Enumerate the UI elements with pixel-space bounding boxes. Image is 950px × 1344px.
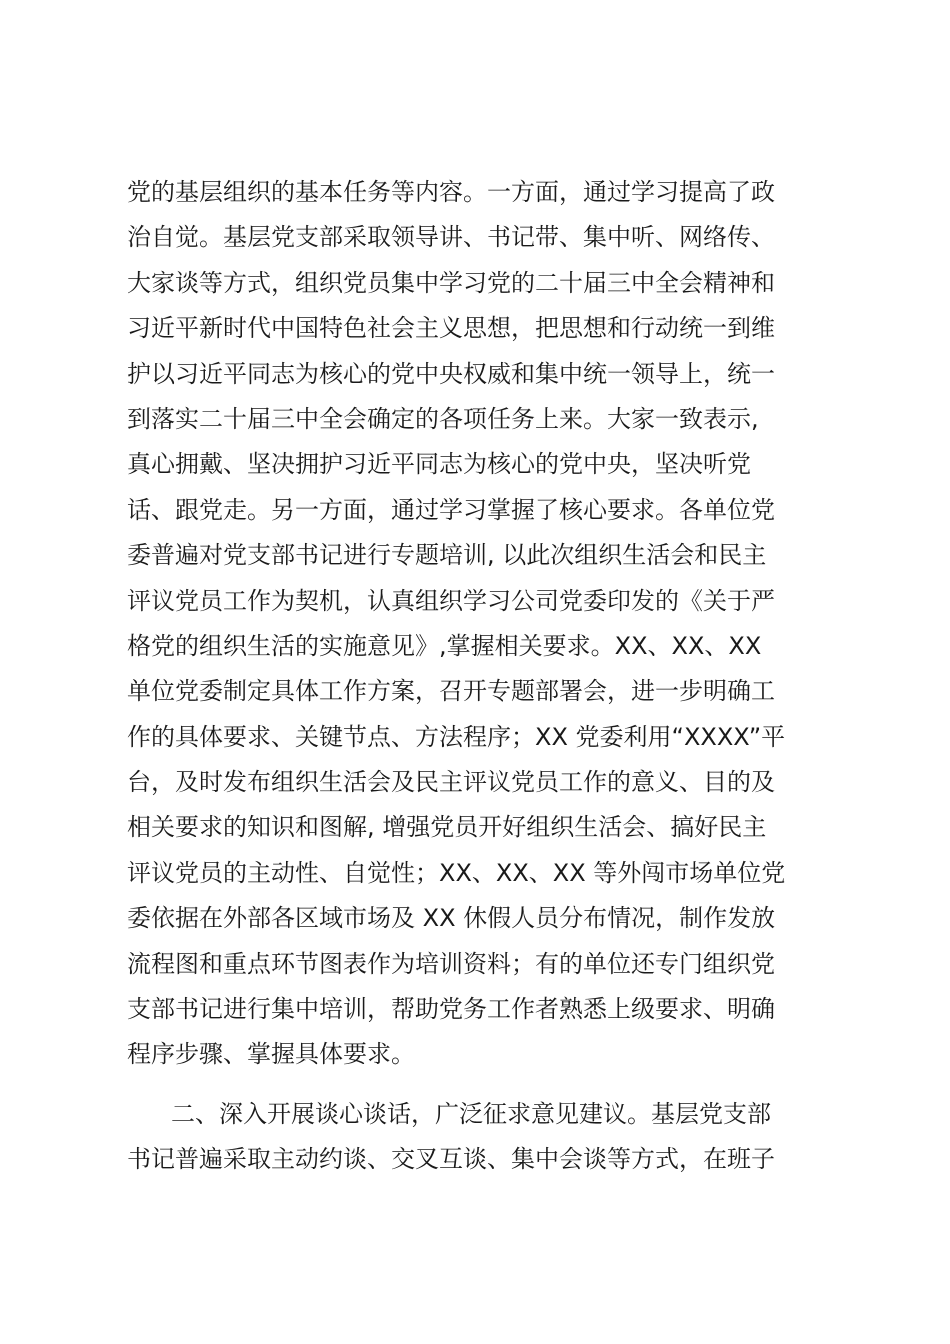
paragraph-line: 委依据在外部各区域市场及 XX 休假人员分布情况，制作发放 — [127, 904, 776, 933]
paragraph-line: 格党的组织生活的实施意见》,掌握相关要求。XX、XX、XX — [127, 631, 762, 660]
paragraph-line: 台，及时发布组织生活会及民主评议党员工作的意义、目的及 — [127, 768, 775, 797]
paragraph-line: 单位党委制定具体工作方案，召开专题部署会，进一步明确工 — [127, 677, 775, 706]
paragraph-line: 到落实二十届三中全会确定的各项任务上来。大家一致表示, — [127, 404, 759, 433]
paragraph-line: 大家谈等方式，组织党员集中学习党的二十届三中全会精神和 — [127, 268, 775, 297]
paragraph-line: 评议党员工作为契机，认真组织学习公司党委印发的《关于严 — [127, 586, 775, 615]
paragraph-line: 护以习近平同志为核心的党中央权威和集中统一领导上，统一 — [127, 359, 775, 388]
paragraph-line: 程序步骤、掌握具体要求。 — [127, 1040, 415, 1069]
paragraph-line: 治自觉。基层党支部采取领导讲、书记带、集中听、网络传、 — [127, 223, 775, 252]
section-heading-line: 二、深入开展谈心谈话，广泛征求意见建议。基层党支部 — [171, 1099, 771, 1128]
paragraph-line: 评议党员的主动性、自觉性；XX、XX、XX 等外闯市场单位党 — [127, 858, 786, 887]
paragraph-line: 习近平新时代中国特色社会主义思想，把思想和行动统一到维 — [127, 314, 775, 343]
paragraph-line: 相关要求的知识和图解, 增强党员开好组织生活会、搞好民主 — [127, 813, 767, 842]
paragraph-line: 委普遍对党支部书记进行专题培训, 以此次组织生活会和民主 — [127, 541, 767, 570]
paragraph-line: 流程图和重点环节图表作为培训资料；有的单位还专门组织党 — [127, 949, 775, 978]
document-body — [127, 170, 827, 1183]
paragraph-line: 书记普遍采取主动约谈、交叉互谈、集中会谈等方式，在班子 — [127, 1145, 775, 1174]
paragraph-line: 话、跟党走。另一方面，通过学习掌握了核心要求。各单位党 — [127, 495, 775, 524]
paragraph-line: 支部书记进行集中培训，帮助党务工作者熟悉上级要求、明确 — [127, 995, 775, 1024]
paragraph-line: 作的具体要求、关键节点、方法程序；XX 党委利用“XXXX”平 — [127, 722, 786, 751]
paragraph-line: 真心拥戴、坚决拥护习近平同志为核心的党中央，坚决听党 — [127, 450, 751, 479]
paragraph-line: 党的基层组织的基本任务等内容。一方面，通过学习提高了政 — [127, 178, 775, 206]
